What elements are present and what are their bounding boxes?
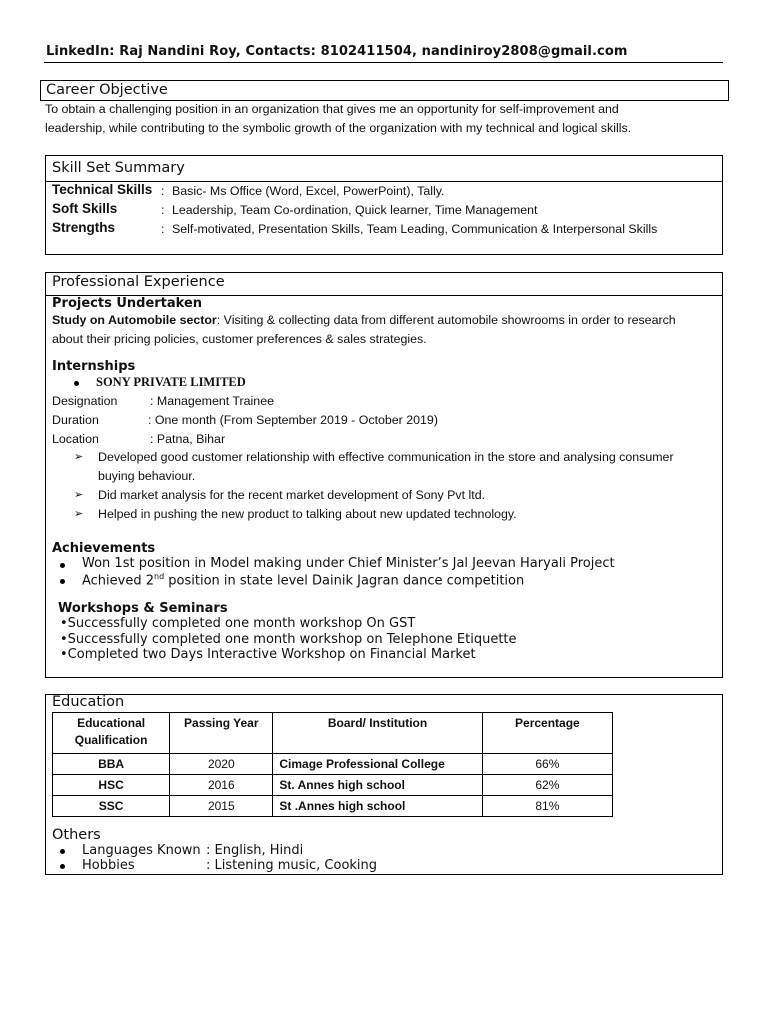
projects-heading: Projects Undertaken bbox=[52, 296, 203, 311]
workshop-item: •Successfully completed one month workshop On GST bbox=[60, 616, 416, 631]
achievement-text-a: Achieved 2 bbox=[82, 573, 155, 589]
point-text: buying behaviour. bbox=[98, 469, 196, 483]
skill-label: Soft Skills bbox=[52, 201, 118, 216]
project-line-1 bbox=[52, 311, 720, 330]
table-row bbox=[53, 796, 613, 817]
institution-cell: St .Annes high school bbox=[273, 796, 482, 817]
institution-cell: St. Annes high school bbox=[273, 775, 482, 796]
arrow-bullet-icon: ➢ bbox=[74, 508, 84, 520]
qualification-cell: BBA bbox=[53, 754, 170, 775]
header-line-2: Qualification bbox=[74, 733, 148, 747]
point-text: Developed good customer relationship with effective communication in the store and analysing consumer bbox=[98, 450, 674, 464]
skill-value: Leadership, Team Co-ordination, Quick learner, Time Management bbox=[172, 203, 538, 217]
bullet-icon bbox=[60, 849, 65, 854]
others-value: : Listening music, Cooking bbox=[206, 858, 378, 873]
achievement-text: Won 1st position in Model making under Chief Minister’s Jal Jeevan Haryali Project bbox=[82, 556, 615, 571]
percentage-cell: 81% bbox=[482, 796, 612, 817]
institution-cell: Cimage Professional College bbox=[273, 754, 482, 775]
arrow-bullet-icon: ➢ bbox=[74, 489, 84, 501]
point-text: Helped in pushing the new product to talking about new updated technology. bbox=[98, 507, 517, 521]
career-objective-line-2: leadership, while contributing to the symbolic growth of the organization with my technical and logical skills. bbox=[45, 121, 632, 135]
point-text: Did market analysis for the recent market development of Sony Pvt ltd. bbox=[98, 488, 486, 502]
education-title: Education bbox=[52, 694, 125, 710]
detail-row-duration bbox=[52, 411, 712, 430]
arrow-bullet-icon: ➢ bbox=[74, 451, 84, 463]
experience-box bbox=[45, 272, 723, 678]
skill-set-title: Skill Set Summary bbox=[52, 160, 185, 176]
education-table bbox=[52, 712, 613, 817]
year-cell: 2020 bbox=[170, 754, 273, 775]
skill-colon: : bbox=[161, 222, 165, 236]
experience-title: Professional Experience bbox=[52, 274, 225, 290]
career-objective-text bbox=[45, 100, 735, 138]
detail-value: : Patna, Bihar bbox=[150, 432, 226, 446]
qualification-cell: HSC bbox=[53, 775, 170, 796]
skill-label: Strengths bbox=[52, 220, 116, 235]
header-divider bbox=[44, 62, 723, 63]
detail-row-designation bbox=[52, 392, 712, 411]
column-header: Passing Year bbox=[170, 713, 273, 754]
detail-value: : Management Trainee bbox=[150, 394, 274, 408]
table-row bbox=[53, 775, 613, 796]
bullet-icon bbox=[60, 563, 65, 568]
internship-points bbox=[74, 448, 718, 524]
others-value: : English, Hindi bbox=[206, 843, 304, 858]
career-objective-line-1: To obtain a challenging position in an organization that gives me an opportunity for self-improvement and bbox=[45, 102, 619, 116]
skill-label: Technical Skills bbox=[52, 182, 153, 197]
skill-value: Basic- Ms Office (Word, Excel, PowerPoint), Tally. bbox=[172, 184, 445, 198]
project-description bbox=[52, 311, 720, 349]
career-objective-title: Career Objective bbox=[46, 82, 168, 98]
detail-label: Designation bbox=[52, 394, 118, 408]
year-cell: 2015 bbox=[170, 796, 273, 817]
internships-heading: Internships bbox=[52, 359, 136, 374]
percentage-cell: 62% bbox=[482, 775, 612, 796]
workshops-list bbox=[60, 616, 517, 663]
contact-line: LinkedIn: Raj Nandini Roy, Contacts: 8102411504, nandiniroy2808@gmail.com bbox=[46, 44, 628, 59]
year-cell: 2016 bbox=[170, 775, 273, 796]
bullet-icon bbox=[60, 864, 65, 869]
others-title: Others bbox=[52, 827, 101, 843]
project-line-2: about their pricing policies, customer preferences & sales strategies. bbox=[52, 332, 427, 346]
header-line-1: Educational bbox=[77, 716, 146, 730]
project-label: Study on Automobile sector bbox=[52, 313, 217, 327]
workshops-heading: Workshops & Seminars bbox=[58, 601, 228, 616]
education-box bbox=[45, 694, 723, 875]
achievement-text-b: position in state level Dainik Jagran dance competition bbox=[164, 573, 525, 589]
point-item bbox=[74, 505, 718, 524]
workshop-item: •Successfully completed one month workshop on Telephone Etiquette bbox=[60, 631, 517, 647]
achievement-text bbox=[82, 572, 524, 588]
skill-value: Self-motivated, Presentation Skills, Team Leading, Communication & Interpersonal Skills bbox=[172, 222, 658, 236]
bullet-icon bbox=[74, 381, 79, 386]
skill-colon: : bbox=[161, 203, 165, 217]
percentage-cell: 66% bbox=[482, 754, 612, 775]
company-name: SONY PRIVATE LIMITED bbox=[96, 375, 246, 389]
detail-row-location bbox=[52, 430, 712, 449]
internship-details bbox=[52, 392, 712, 449]
project-line-1-text: : Visiting & collecting data from different automobile showrooms in order to research bbox=[216, 313, 676, 327]
bullet-icon bbox=[60, 579, 65, 584]
column-header: Board/ Institution bbox=[273, 713, 482, 754]
table-row bbox=[53, 754, 613, 775]
table-header-row bbox=[53, 713, 613, 754]
qualification-cell: SSC bbox=[53, 796, 170, 817]
point-continuation bbox=[74, 467, 718, 486]
point-item bbox=[74, 448, 718, 467]
column-header bbox=[53, 713, 170, 754]
workshop-item: •Completed two Days Interactive Workshop on Financial Market bbox=[60, 647, 476, 662]
detail-value: : One month (From September 2019 - October 2019) bbox=[148, 413, 438, 427]
others-label: Hobbies bbox=[82, 858, 135, 873]
career-objective-title-box bbox=[40, 80, 729, 101]
others-label: Languages Known bbox=[82, 843, 201, 858]
column-header: Percentage bbox=[482, 713, 612, 754]
point-item bbox=[74, 486, 718, 505]
skill-set-box bbox=[45, 155, 723, 255]
skill-colon: : bbox=[161, 184, 165, 198]
detail-label: Duration bbox=[52, 413, 99, 427]
achievement-superscript: nd bbox=[154, 572, 165, 581]
detail-label: Location bbox=[52, 432, 99, 446]
achievements-heading: Achievements bbox=[52, 541, 156, 556]
